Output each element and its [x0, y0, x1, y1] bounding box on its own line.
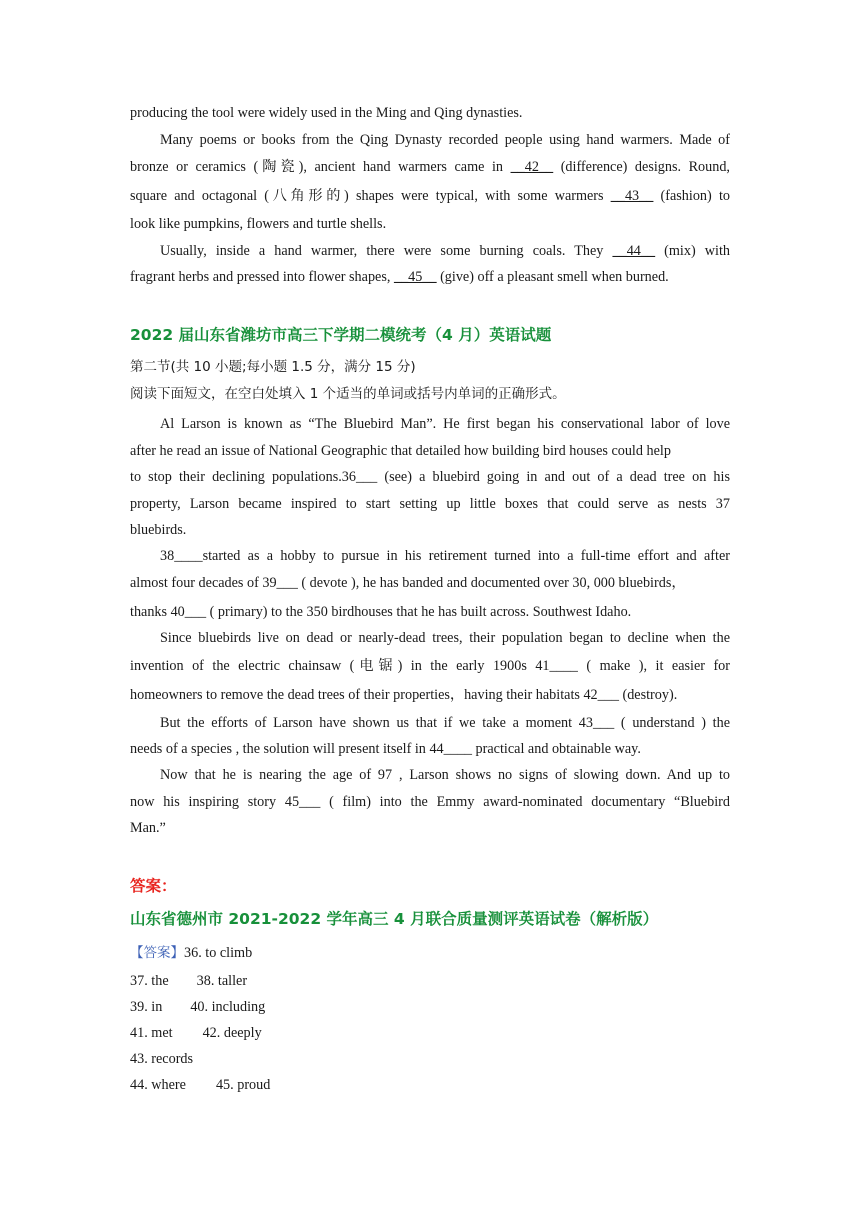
- section2-line: 38____started as a hobby to pursue in his retirement turned into a full-time effort and after: [160, 548, 730, 564]
- answer-tag: 【答案】: [130, 945, 184, 961]
- section2-line: now his inspiring story 45___ ( film) into the Emmy award-nominated documentary “Bluebird: [130, 794, 730, 810]
- passage1-line-2: Many poems or books from the Qing Dynasty recorded people using hand warmers. Made of: [160, 132, 730, 148]
- section2-line: Since bluebirds live on dead or nearly-dead trees, their population began to decline when the: [160, 630, 730, 646]
- passage1-line-1: producing the tool were widely used in the Ming and Qing dynasties.: [130, 105, 523, 121]
- blank-42: __42__: [510, 159, 554, 175]
- section2-line: thanks 40___ ( primary) to the 350 birdhouses that he has built across. Southwest Idaho.: [130, 604, 632, 620]
- section2-line: But the efforts of Larson have shown us that if we take a moment 43___ ( understand ) the: [160, 715, 730, 731]
- answer-line-1: [130, 943, 730, 963]
- text-span: bronze or ceramics (陶瓷), ancient hand warmers came in: [130, 159, 511, 175]
- blank-45: __45__: [393, 269, 437, 285]
- answer-38: 38. taller: [196, 973, 248, 989]
- section2-line: almost four decades of 39___ ( devote ), he has banded and documented over 30, 000 bluebirds，: [130, 575, 686, 591]
- section2-subtitle: 第二节(共 10 小题;每小题 1.5 分，满分 15 分): [130, 359, 416, 375]
- section2-line: to stop their declining populations.36___ (see) a bluebird going in and out of a dead tree on his: [130, 469, 730, 485]
- section2-line: Now that he is nearing the age of 97 , Larson shows no signs of slowing down. And up to: [160, 767, 730, 783]
- text-span: (mix) with: [655, 243, 731, 259]
- answer-line-4: [130, 1023, 730, 1043]
- text-span: Usually, inside a hand warmer, there were some burning coals. They: [160, 243, 613, 259]
- blank-43: __43__: [610, 188, 654, 204]
- answer-line-3: [130, 997, 730, 1017]
- passage1-line-6: [130, 241, 730, 261]
- passage1-line-5: look like pumpkins, flowers and turtle shells.: [130, 216, 387, 232]
- answers-title: 山东省德州市 2021-2022 学年高三 4 月联合质量测评英语试卷（解析版）: [130, 910, 659, 928]
- text-span: (fashion) to: [653, 188, 730, 204]
- answer-line-2: [130, 971, 730, 991]
- blank-44: __44__: [612, 243, 656, 259]
- section2-line: homeowners to remove the dead trees of their properties，having their habitats 42___ (destroy).: [130, 687, 678, 703]
- answer-41: 41. met: [130, 1025, 173, 1041]
- passage1-line-4: [130, 186, 730, 206]
- section2-line: bluebirds.: [130, 522, 187, 538]
- section2-line: invention of the electric chainsaw (电锯) in the early 1900s 41____ ( make ), it easier for: [130, 658, 730, 674]
- section2-line: needs of a species , the solution will present itself in 44____ practical and obtainable way.: [130, 741, 641, 757]
- answers-heading: 答案：: [130, 877, 177, 895]
- text-span: (give) off a pleasant smell when burned.: [436, 269, 669, 285]
- passage1-line-7: [130, 267, 730, 287]
- answer-40: 40. including: [190, 999, 266, 1015]
- text-span: fragrant herbs and pressed into flower shapes,: [130, 269, 394, 285]
- text-span: (difference) designs. Round,: [553, 159, 730, 175]
- section2-title: 2022 届山东省潍坊市高三下学期二模统考（4 月）英语试题: [130, 326, 552, 344]
- section2-line: property, Larson became inspired to start setting up little boxes that could serve as nests 37: [130, 496, 730, 512]
- text-span: square and octagonal (八角形的) shapes were typical, with some warmers: [130, 188, 611, 204]
- section2-line: Man.”: [130, 820, 166, 836]
- answer-37: 37. the: [130, 973, 169, 989]
- answer-39: 39. in: [130, 999, 163, 1015]
- answer-43: 43. records: [130, 1051, 194, 1067]
- section2-instruction: 阅读下面短文，在空白处填入 1 个适当的单词或括号内单词的正确形式。: [130, 386, 566, 402]
- passage1-line-3: [130, 157, 730, 177]
- answer-line-5: [130, 1049, 730, 1069]
- answer-line-6: [130, 1075, 730, 1095]
- answer-42: 42. deeply: [202, 1025, 262, 1041]
- answer-45: 45. proud: [215, 1077, 271, 1093]
- section2-line: Al Larson is known as “The Bluebird Man”. He first began his conservational labor of love: [160, 416, 730, 432]
- section2-line: after he read an issue of National Geographic that detailed how building bird houses could help: [130, 443, 671, 459]
- answer-44: 44. where: [130, 1077, 186, 1093]
- answer-36: 36. to climb: [184, 945, 253, 961]
